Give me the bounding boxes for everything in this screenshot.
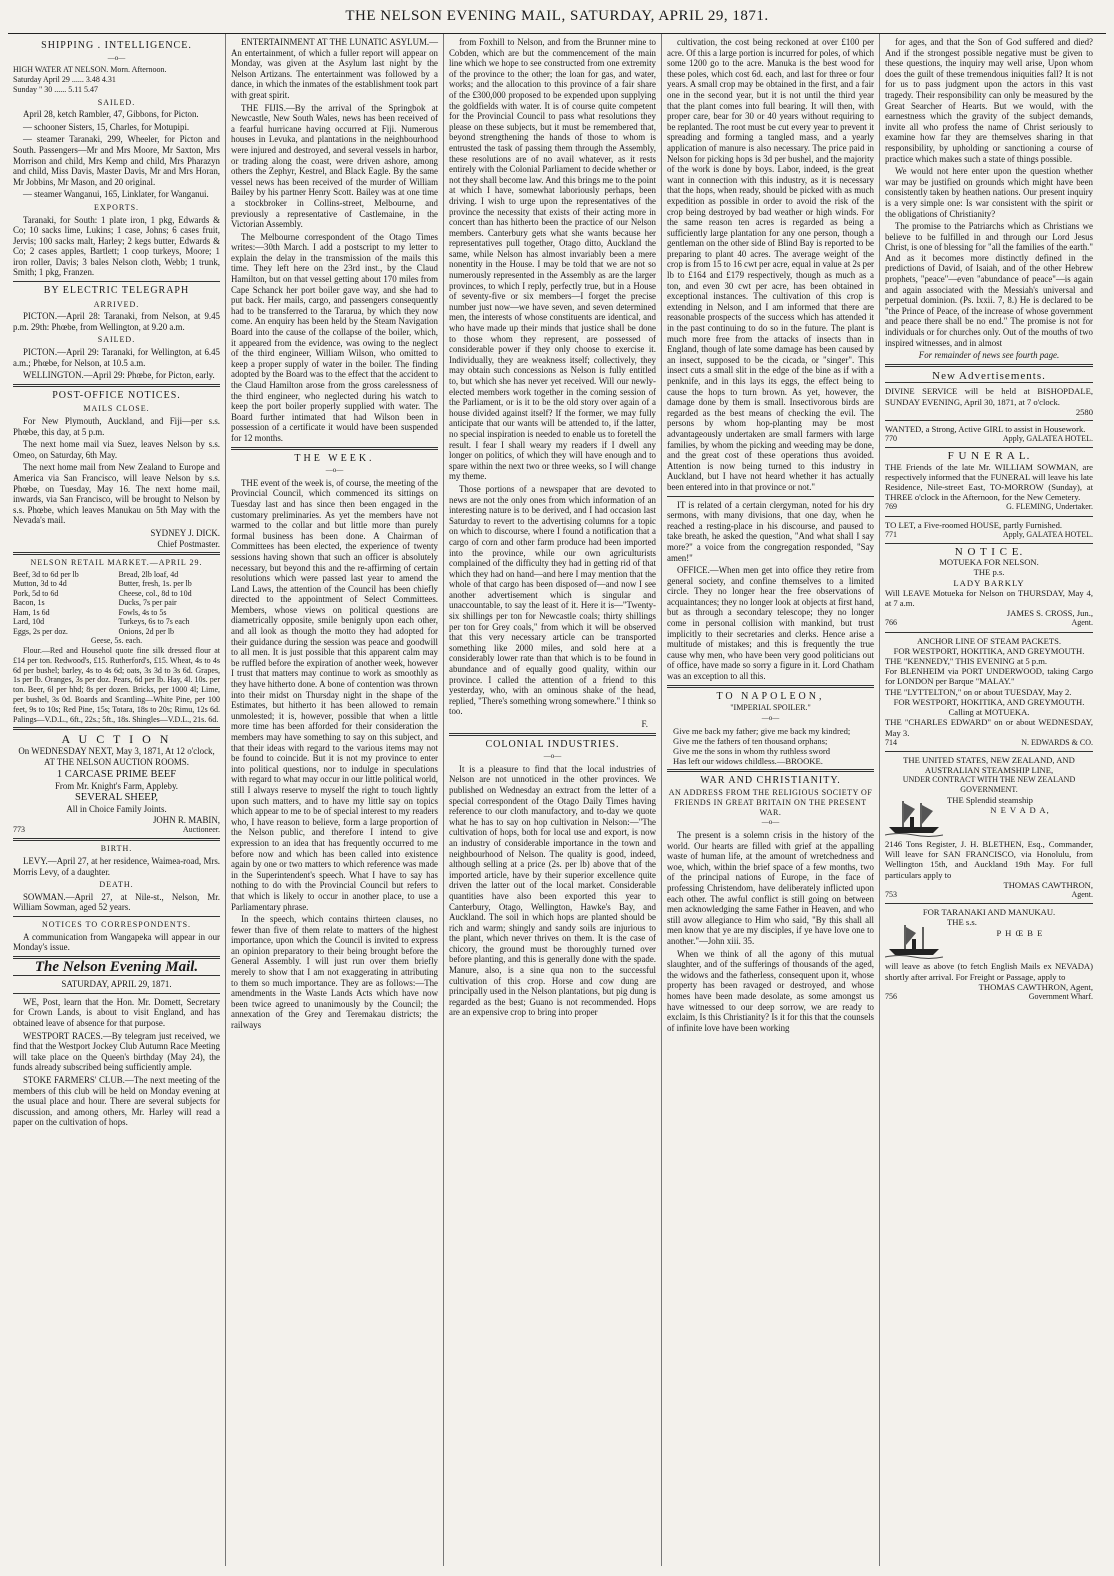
market-item: Onions, 2d per lb [118,626,175,636]
ad-text: For BLENHEIM via PORT UNDERWOOD, taking Cargo for LONDON per Barque "MALAY." [885,666,1093,687]
column-3 [444,34,662,1566]
ad-signature: N. EDWARDS & CO. [1021,737,1093,747]
market-right [119,570,221,637]
auction-line: All in Choice Family Joints. [66,803,167,814]
ornament: —o— [107,53,126,62]
market-item: Cheese, col., 8d to 10d [118,588,192,598]
telegraph-title: BY ELECTRIC TELEGRAPH [43,285,190,297]
article-signature: F. [641,719,648,729]
auction-line: SEVERAL SHEEP, [74,792,159,804]
article-paragraph: THE event of the week is, of course, the meeting of the Provincial Council, which commenced its sittings on Tuesday last and has since then been engaged in the customary preliminaries. As yet the members have not warmed to the collar and but little more than purely formal business has been done. A Chairman of Committees has been elected, the experience of twenty sessions having shown that such an officer is absolutely necessary, but beyond this and the re-affirming of certain resolutions which were passed last year to amend the Land Laws, the attention of the Council has been chiefly directed to the appointment of Select Committees. Members, whose views on political questions are diametrically opposite, smile benignly upon each other, and all look as though the motto they had adopted for their guidance during the session was peace and goodwill to all men. It is just possible that this apparent calm may be ruffled before the expiration of another week, however I trust that matters may continue to work as smoothly as they have hitherto done. A bone of contention was thrown into their midst on Thursday night in the shape of the Estimates, but hitherto it has been allowed to remain unmolested; it is, however, possible that when a little more time has been afforded for their consideration the members may have something to say on this subject, and that their ideas with regard to the various items may not be found to coincide. But it is not my province to enter into political questions, nor to indulge in speculations with regard to what may occur in our little political world, still I always reserve to myself the right to touch lightly upon such matters, and to have my little say on topics which appear to me to be of special interest to my readers who, I have reason to believe, form a large proportion of the Nelson public, and therefore I intend to give expression to an idea that has frequently occurred to me before now and which has been called into existence again by one or two matters to which reference was made in the Superintendent's speech. What I have to say has nothing to do with the Provincial Council but refers to that which is likely to occur in another place, to use a Parliamentary phrase. [231,477,438,912]
birth-text: LEVY.—April 27, at her residence, Waimea-road, Mrs. Morris Levy, of a daughter. [13,855,220,877]
ad-number: 756 [885,991,897,1001]
divider [667,685,874,688]
article-paragraph: In the speech, which contains thirteen clauses, no fewer than five of them relate to matters of the highest importance, upon which the Council is invited to express an opinion preparatory to their being brought before the General Assembly. I will just run over them briefly merely to show that I am not exaggerating in attributing to them so much importance. They are as follows:—The amendments in the Waste Lands Acts which have now been twice agreed to unanimously by the Council; the annexation of the Grey and Teremakau districts; the railways [231,914,438,1031]
article-paragraph: The present is a solemn crisis in the history of the world. Our hearts are filled with grief at the appalling waste of human life, at the amount of wretchedness and woe, which, within the brief space of a few months, two of the principal nations of Europe, in the face of professing Christendom, have deliberately inflicted upon each other. The awful conflict is still going on between men acknowledging the same Father in Heaven, and who still avow allegiance to Him who said, "By this shall all men know that ye are my disciples, if ye have love one to another."—John xiii. 35. [667,830,874,946]
ad-subtitle: MOTUEKA FOR NELSON. [939,557,1039,568]
article-paragraph: It is a pleasure to find that the local industries of Nelson are not unnoticed in the other provinces. We published on Wednesday an extract from the letter of a special correspondent of the Otago Daily Times having reference to our cloth manufactory, and to-day we quote what he has to say on hop cultivation in Nelson:—"The cultivation of hops, both for local use and export, is now an industry of considerable importance in the town and neighbourhood of Nelson. The quality is good, indeed, although selling at a price (2s. per lb) above that of the imported article, have by their superior excellence quite driven the latter out of the local market. Considerable quantities have also been exported this year to Canterbury, Otago, Wellington, Hawke's Bay, and Auckland. The soil in which hops are planted should be rich and warm; shingly and sandy soils are injurious to the plant, which never thrives on them. It is the case of chicory, the ground must be thoroughly turned over before planting, and this is generally done with the spade. Manure, also, is a sine qua non to the successful cultivation of this crop. Horse and cow dung are principally used in the Nelson plantations, but pig dung is regarded as the best; Guano is not recommended. Hops are an expensive crop to bring into proper [449,763,656,1018]
market-title: NELSON RETAIL MARKET.—APRIL 29. [30,558,203,568]
sailed-heading: SAILED. [97,97,136,107]
remainder-note: For remainder of news see fourth page. [918,350,1060,361]
post-office-title: POST-OFFICE NOTICES. [52,389,181,401]
death-heading: DEATH. [99,880,134,890]
ad-ship-label: THE Splendid steamship [947,794,1033,805]
ad-number: 769 [885,502,897,512]
ad-phoebe [885,903,1093,1005]
market-grid [13,570,220,637]
ornament: —o— [325,466,344,475]
ad-text: THE "LYTTELTON," on or about TUESDAY, May 2. [885,686,1072,697]
poem-line: Has left our widows childless.—BROOKE. [673,756,823,767]
ad-funeral [885,447,1093,515]
ad-ship-name: LADY BARKLY [953,577,1025,588]
divider [667,496,874,497]
ad-ship-name: P H Œ B E [996,927,1044,938]
ad-title: ANCHOR LINE OF STEAM PACKETS. [916,635,1062,646]
sailed-entry: — schooner Sisters, 15, Charles, for Motupipi. [23,121,190,132]
divider [231,447,438,450]
ornament: —o— [761,714,780,723]
ad-role: Agent. [1071,889,1093,899]
ad-wanted [885,420,1093,447]
lead-paragraph: WESTPORT RACES.—By telegram just received, we find that the Westport Jockey Club Autumn Race Meeting will take place on the Queen's birthday (May 24), the funds already subscribed being sufficiently ample. [13,1030,220,1073]
arrived-heading: ARRIVED. [93,299,140,309]
steamship-icon [885,797,943,837]
article-paragraph: OFFICE.—When men get into office they retire from general society, and confine themselves to a limited circle. They no longer hear the free observations of acquaintances; they no longer look at objects at first hand, but as through a secondary telescope; they no longer come in personal collision with mankind, but trust implicitly to their secretaries and clerks. Hence arise a multitude of mistakes; and this is frequently the true cause why men, who have been very good politicians out of office, have made so sorry a figure in it. Lord Chatham was an exception to all this. [667,565,874,682]
notices-heading: NOTICES TO CORRESPONDENTS. [41,919,192,929]
masthead: THE NELSON EVENING MAIL, SATURDAY, APRIL 29, 1871. [8,6,1106,34]
ad-ship-name: N E V A D A, [990,805,1050,816]
ad-title: N O T I C E. [954,546,1024,559]
ad-number: 2580 [1075,406,1093,417]
market-item: Bread, 2lb loaf, 4d [118,569,179,579]
lead-paragraph: WE, Post, learn that the Hon. Mr. Domett, Secretary for Crown Lands, is about to visit England, and has obtained leave of absence for that purpose. [13,996,220,1029]
ad-title: F U N E R A L. [947,450,1031,463]
ad-text: 2146 Tons Register, J. H. BLETHEN, Esq., Commander, Will leave for SAN FRANCISCO, via Honolulu, from Wellington 15th, and Auckland 19th May. For full particulars apply to [885,838,1093,880]
ad-title: FOR TARANAKI AND MANUKAU. [922,907,1056,918]
tide-header: HIGH WATER AT NELSON. Morn. Afternoon. [13,65,167,75]
column-2 [226,34,444,1566]
notices-text: A communication from Wangapeka will appear in our Monday's issue. [13,931,220,953]
auctioneer-title: Auctioneer. [182,825,220,835]
divider [449,733,656,736]
ad-divine-service [885,382,1093,420]
ad-ship-label: THE p.s. [973,567,1005,578]
ad-role: Agent. [1071,618,1093,628]
article-paragraph: We would not here enter upon the question whether war may be justified on grounds which might have been consistently taken by heathen nations. Our present inquiry is a very simple one: Is war consistent with the spirit or the obligations of Christianity? [885,166,1093,219]
ad-apply: Apply, GALATEA HOTEL. [1002,434,1093,444]
auction-signature: JOHN R. MABIN, [152,814,220,825]
war-title: WAR AND CHRISTIANITY. [700,775,841,787]
ad-apply: Apply, GALATEA HOTEL. [1002,529,1093,539]
lead-paragraph: STOKE FARMERS' CLUB.—The next meeting of the members of this club will be held on Monday evening at the usual place and hour. There are several subjects for discussion, and among others, Mr. Harley will read a paper on the cultivation of hops. [13,1075,220,1128]
ornament: —o— [761,818,780,827]
market-item: Ham, 1s 6d [13,607,50,617]
poem-title: TO NAPOLEON, [716,690,825,702]
post-text: The next home mail from New Zealand to Europe and America via San Francisco, will leave Nelson by s.s. Phœbe, on Tuesday, May 16. The next home mail, inwards, via San Francisco, will be brought to Nelson by s.s. Phœbe, which leaves Manukau on 5th May with the Nevada's mail. [13,462,220,526]
paper-date: SATURDAY, APRIL 29, 1871. [61,979,172,990]
auction-line: On WEDNESDAY NEXT, May 3, 1871, At 12 o'clock, [18,746,215,756]
ad-notice-motueka [885,543,1093,632]
article-paragraph: Those portions of a newspaper that are devoted to news are not the only ones from which information of an interesting nature is to be derived, and I had occasion last Saturday to revert to the advertising columns for a topic on which to discourse, where I found a notification that a cargo of corn and other farm produce had been imported into the province, while our own agriculturists complained of the difficulty they had in getting rid of that which they had on hand—and here I may mention that the whole of that cargo has been disposed of—and now I see another advertisement which is singular and unaccountable, to say the least of it. Here it is—"Twenty-six shillings per ton for Newcastle coals; thirty shillings per ton for Grey coals," from which it will be observed that this very necessary article can be transported something like 2000 miles, and sold here at a considerably lower rate than that which is to be found in abundance and of equally good quality, within our province. I called the attention of a friend to this yesterday, who, with an ominous shake of the head, replied, "There's something wrong somewhere." I think so too. [449,483,656,717]
sailed-entry: April 28, ketch Rambler, 47, Gibbons, for Picton. [23,109,199,120]
divider [13,916,220,917]
ad-number: 770 [885,434,897,444]
exports-heading: EXPORTS. [93,202,140,212]
market-item: Beef, 3d to 6d per lb [13,569,79,579]
exports-text: Taranaki, for South: 1 plate iron, 1 pkg, Edwards & Co; 10 sacks lime, Lukins; 1 case, Johns; 6 cases fruit, Jervis; 100 sacks malt, Harley; 2 kegs butter, Edwards & Co; 2 cases apples, Bartlett; 1 coop turkeys, Moore; 1 iron roller, Davis; 3 bales Nelson cloth, Webb; 1 trunk, Smith; 1 pkg, Franzen. [13,214,220,278]
birth-heading: BIRTH. [100,844,133,854]
post-text: The next home mail via Suez, leaves Nelson by s.s. Omeo, on Saturday, 6th May. [13,439,220,460]
ad-text: THE "KENNEDY," THIS EVENING at 5 p.m. [885,656,1048,667]
market-item: Fowls, 4s to 5s [118,607,167,617]
ad-subtitle: UNDER CONTRACT WITH THE NEW ZEALAND GOVERNMENT. [902,775,1076,795]
market-item: Eggs, 2s per doz. [13,626,68,636]
divider [13,281,220,282]
poem-line: Give me the fathers of ten thousand orphans; [673,735,828,746]
article-paragraph: When we think of all the agony of this mutual slaughter, and of the sufferings of thousands of the aged, the widows and the fatherless, consequent upon it, whose property has been ravaged or destroyed, and whose homes have been made desolate, as some amongst us have witnessed to our deep sorrow, we are ready to exclaim, Is this Christianity? Is it for this that the counsels of infinite love have been working [667,948,874,1033]
shipping-title: SHIPPING . INTELLIGENCE. [41,40,192,51]
ad-signature: JAMES S. CROSS, Jun., [1006,608,1093,619]
ad-anchor-line [885,632,1093,751]
colonial-industries-title: COLONIAL INDUSTRIES. [485,738,620,750]
poem-line: Give me the sons in whom thy ruthless sword [673,746,831,757]
poem-line: Give me back my father; give me back my kindred; [673,725,851,736]
ad-text: TO LET, a Five-roomed HOUSE, partly Furnished. [885,519,1063,530]
paper-title: The Nelson Evening Mail. [34,958,199,975]
auction-line: 1 CARCASE PRIME BEEF [56,769,177,781]
market-item: Lard, 10d [13,617,45,627]
auction-footer [13,825,220,835]
ad-number: 753 [885,889,897,899]
ad-number: 771 [885,529,897,539]
ad-title: THE UNITED STATES, NEW ZEALAND, AND AUSTRALIAN STEAMSHIP LINE, [903,754,1075,776]
column-1 [8,34,226,1566]
sailed-entry: — steamer Wanganui, 165, Linklater, for Wanganui. [23,189,209,200]
ad-nevada [885,751,1093,903]
market-item: Mutton, 3d to 4d [13,579,67,589]
divider [13,727,220,730]
divider [667,769,874,772]
column-5 [880,34,1098,1566]
ad-subtitle: FOR WESTPORT, HOKITIKA, AND GREYMOUTH. [893,645,1085,656]
ad-text: THE Friends of the late Mr. WILLIAM SOWMAN, are respectively informed that the FUNERAL will leave his late Residence, Nile-street East, TO-MORROW (Sunday), at THREE o'clock in the Afternoon, for the New Cemetery. [885,461,1093,503]
steamship-icon [885,919,943,959]
tide-saturday: Saturday April 29 ...... 3.48 4.31 [13,74,116,84]
poem-subtitle: "IMPERIAL SPOILER." [730,703,811,713]
ad-number: 714 [885,737,897,747]
post-signature: SYDNEY J. DICK. [150,527,220,538]
ornament: —o— [543,752,562,761]
market-item: Bacon, 1s [13,598,45,608]
divider [13,384,220,387]
market-item: Turkeys, 6s to 7s each [118,617,190,627]
arrived-text: PICTON.—April 28: Taranaki, from Nelson, at 9.45 p.m. 29th: Phœbe, from Wellington, at 9.20 a.m. [13,311,220,332]
divider [885,364,1093,367]
article-paragraph: The promise to the Patriarchs which as Christians we believe to be fulfilled in and through our Lord Jesus Christ, is one of blessing for "all the families of the earth." And as it becomes more distinctly defined in the predictions of David, of Isaiah, and of the other Hebrew prophets, "peace"—even "abundance of peace"—is again and again associated with the Messiah's universal and perpetual dominion. (Ps. lxxii. 7, 8.) He is declared to be "the Prince of Peace, of the increase of whose government and peace there shall be no end." The promise is not for individuals or for churches only. Out of the mouths of two inspired witnesses, and in almost [885,221,1093,348]
article-paragraph: cultivation, the cost being reckoned at over £100 per acre. Of this a large portion is incurred for poles, of which some 1200 go to the acre. Manuka is the best wood for these poles, which cost 6d. each, and last for three or four years. A small crop may be obtained in the first, and a fair one in the second year, but it is not until the third year that the plant comes into full bearing. It will then, with proper care, bear for 30 or 40 years without requiring to be replanted. The root must be cut every year to prevent it spreading and forming a tangled mass, and a yearly application of manure is also necessary. The price paid in Nelson for picking hops is 3d per bushel, and the majority of the work is done by boys. Labor, indeed, is the great want in connection with this industry, as it is necessary that the hops, when ready, should be picked with as much expedition as possible in order to avoid the risk of the crop being destroyed by bad weather or high winds. For the same reason ten acres is regarded as being a sufficiently large plantation for any one person, though a gentleman on the other side of Blind Bay is reported to be preparing to plant 40 acres. The average weight of the crop is from 15 to 16 cwt per acre, equal in value at 2s per lb to £164 and £179 respectively, though as much as a ton, and even 30 cwt per acre, has been obtained in exceptional instances. The cultivation of this crop is extending in Nelson, and I am informed that there are reasonable prospects of the success which has attended it in the past continuing to do so in the future. The plant is much more free from the attacks of insects than in England, though of late some damage has been caused by an insect, supposed to be the cicada, or "singer". This insect cuts a small slit in the edge of the bine as if with a penknife, and in this lays its eggs, the effect being to cause the hops to turn brown. As yet, however, the damage done by them is small. Insectivorous birds are regarded as the best means of checking the evil. The persons by whom hop-planting may be most advantageously undertaken are small farmers with large families, by whom the picking and weeding may be done, and the great cost of these operations thus avoided. Attention is now being turned to this industry in Auckland, but I have not heard whether it has actually been entered into in that province or not." [667,37,874,492]
the-week-title: THE WEEK. [294,452,375,464]
death-text: SOWMAN.—April 27, at Nile-st., Nelson, Mr. William Sowman, aged 52 years. [13,891,220,913]
tide-sunday: Sunday " 30 ...... 5.11 5.47 [13,84,98,94]
ad-text: will leave as above (to fetch English Mails ex NEVADA) shortly after arrival. For Freight or Passage, apply to [885,961,1093,982]
war-subtitle: AN ADDRESS FROM THE RELIGIOUS SOCIETY OF FRIENDS IN GREAT BRITAIN ON THE PRESENT WAR. [668,788,873,817]
columns [8,34,1106,1566]
ad-role: Government Wharf. [1028,991,1093,1001]
column-4 [662,34,880,1566]
ad-text: Will LEAVE Motueka for Nelson on THURSDAY, May 4, at 7 a.m. [885,587,1093,609]
article-paragraph: from Foxhill to Nelson, and from the Brunner mine to Cobden, which are but the commencement of the main line which we hope to see constructed from one extremity of the province to the other; the loan for gas, and water, works; and the allocation to this province of a fair share of the £300,000 proposed to be expended upon supplying the goldfields with water. It is of course quite competent for the Provincial Council to pass what resolutions they please on these subjects, but it must be remembered that, beyond strengthening the hands of those to whom is entrusted the task of passing them through the Assembly, these resolutions are of no avail whatever, as it rests entirely with the Colonial Parliament to decide whether or not they shall become law. And this brings me to the point at which I have, somewhat laboriously perhaps, been driving. I wish to urge upon the representatives of the province the necessity that exists of their acting more in concert than has hitherto been the practice of our Nelson members. Canterbury gets what she wants because her representatives pull together, Otago ditto, Auckland the same, while Nelson has almost invariably been a mere nonentity in the House. I may be told that we are not so numerously represented in the Assembly as are the larger provinces, to which I reply, perfectly true, but in a House of seventy-five or six members—I forget the precise number just now—we have seven, and seven determined men, the interests of whose constituents are identical, and who have made up their minds that justice shall be done to those whom they represent, are possessed of considerable power if they only choose to exercise it. Individually, they are weakness itself; collectively, they may obtain such concessions as Nelson is fully entitled to, but which she has never yet received. Will our newly-elected members work together in the coming session of the Parliament, or is it to be the old story over again of a house divided against itself? If the former, we may fully anticipate that our wants will be attended to, if the latter, no special inspiration is needed to enable us to foretell the result. I fear I shall weary my readers if I dwell any longer on politics, of which they will have enough and to spare within the next two or three weeks, so I will change my theme. [449,37,656,482]
market-item: Pork, 5d to 6d [13,588,59,598]
divider [13,552,220,555]
ad-signature: THOMAS CAWTHRON, Agent, [978,981,1093,992]
ad-text: THE "CHARLES EDWARD" on or about WEDNESDAY, May 3. [885,717,1093,738]
market-text: Flour.—Red and Househol quote fine silk dressed flour at £14 per ton. Redwood's, £15. Rutherford's, £15. Wheat, 4s to 4s 6d per bushel; barley, 4s to 4s 6d; oats, 3s 3d to 3s 6d. Grapes, 1s per lb. Oranges, 3s per doz. Pears, 6d per lb. Hay, 4l. 10s. per ton. Beer, 6l per hhd; 8s per dozen. Bricks, per 1000 4l; Lime, per bushel, 3s 0d. Boards and Scantling—White Pine, per 100 feet, 9s to 10s; Red Pine, 15s; Totara, 18s to 20s; Rimu, 12s 6d. Palings—V.D.L., 6ft., 22s.; 5ft., 18s. Shingles—V.D.L., 21s. 6d. [13,646,220,724]
market-item: Butter, fresh, 1s. per lb [118,579,192,589]
article-paragraph: IT is related of a certain clergyman, noted for his dry sermons, with many divisions, that one day, when he reached a resting-place in his discourse, and paused to take breath, he asked the question, "And what shall I say more?" a voice from the congregation responded, "Say amen!" [667,499,874,563]
auction-line: AT THE NELSON AUCTION ROOMS. [44,756,189,767]
article-paragraph: THE FIJIS.—By the arrival of the Springbok at Newcastle, New South Wales, news has been received of a fearful hurricane having occurred at Fiji. Numerous houses in Levuka, and plantations in the neighbourhood were injured and destroyed, and several vessels in harbor, or trading along the coast, were driven ashore, among others the Zephyr, Kestrel, and Black Eagle. By the same vessel news has been received of the murder of William Bailey by his partner Henry Scott. Bailey was at one time a stockbroker in Collins-street, Melbourne, and previously a representative of Castlemaine, in the Victorian Assembly. [231,102,438,230]
ad-signature: THOMAS CAWTHRON, [1003,879,1093,890]
ad-ship-label: THE s.s. [947,917,977,928]
sailed-entry: — steamer Taranaki, 299, Wheeler, for Picton and South. Passengers—Mr and Mrs Moore, Mr Saxton, Mrs Morrison and child, Mrs Kemp and child, Mrs Pharazyn and child, Miss Davis, Master Davis, Mr and Mrs Horan, Mr Jobbins, Mr Mason, and 20 original. [13,134,220,187]
auction-line: From Mr. Knight's Farm, Appleby. [54,780,179,791]
sailed-text: WELLINGTON.—April 29: Phœbe, for Picton, early. [23,370,215,381]
divider [13,838,220,841]
ad-signature: G. FLEMING, Undertaker. [1006,502,1093,512]
market-left [13,570,115,637]
market-geese: Geese, 5s. each. [90,636,143,646]
poem [673,726,874,767]
ad-subtitle: FOR WESTPORT, HOKITIKA, AND GREYMOUTH. Calling at MOTUEKA. [893,696,1085,718]
sailed-heading-2: SAILED. [97,335,136,345]
article-paragraph: ENTERTAINMENT AT THE LUNATIC ASYLUM.—An entertainment, of which a fuller report will appear on Monday, was given at the Asylum last night by the Nelson Artizans. The entertainment was followed by a dance, in which the inmates of the establishment took part with great spirit. [231,37,438,100]
article-paragraph: for ages, and that the Son of God suffered and died? And if the strongest possible negative must be given to these questions, the inquiry may well arise, Upon whom does the guilt of these tremendous iniquities fall? It is not for us to pass judgment upon the actors in this vast tragedy. Their responsibility can only be measured by the Great Searcher of Hearts. But we would, with the earnestness which the gravity of the subject demands, invite all who profess the name of Christ seriously to examine how far they are themselves sharing in that responsibility, by upholding or sanctioning a course of practice which makes such a state of things possible. [885,37,1093,164]
post-text: For New Plymouth, Auckland, and Fiji—per s.s. Phœbe, this day, at 5 p.m. [13,416,220,437]
ad-number: 773 [13,825,25,835]
sailed-text: PICTON.—April 29: Taranaki, for Wellington, at 6.45 a.m.; Phœbe, for Nelson, at 10.5 a.m. [13,347,220,368]
mails-heading: MAILS CLOSE. [83,404,150,414]
ad-text: DIVINE SERVICE will be held at BISHOPDALE, SUNDAY EVENING, April 30, 1871, at 7 o'clock. [885,386,1093,407]
market-item: Ducks, 7s per pair [118,598,177,608]
ad-to-let [885,516,1093,543]
post-signature-title: Chief Postmaster. [157,538,220,549]
article-paragraph: The Melbourne correspondent of the Otago Times writes:—30th March. I add a postscript to my letter to explain the delay in the transmission of the mails this time. They left here on the 23rd inst., by the Claud Hamilton, but on that vessel getting about 170 miles from Cape Schanck her port boiler gave way, and she had to put back. Her mails, cargo, and passengers consequently had to be transferred to the Tararua, by which they now come. An enquiry has been held by the Steam Navigation Board into the cause of the collapse of the boiler, which, it appeared from the evidence, was owing to the neglect of the third engineer, William Wilson, who omitted to keep a proper supply of water in the boiler. The finding adopted by the Board was to the effect that the accident to the Claud Hamilton arose from the gross carelessness of the third engineer, who neglected during his watch to keep the port boiler properly supplied with water. The Board further intimated that had Wilson been in possession of a certificate it would have been suspended for 12 months. [231,231,438,443]
new-advertisements-title: New Advertisements. [932,369,1046,382]
divider [13,975,220,976]
divider [13,993,220,994]
ad-text: WANTED, a Strong, Active GIRL to assist in Housework. [885,424,1086,435]
ad-number: 766 [885,618,897,628]
auction-title: A U C T I O N [61,732,172,747]
